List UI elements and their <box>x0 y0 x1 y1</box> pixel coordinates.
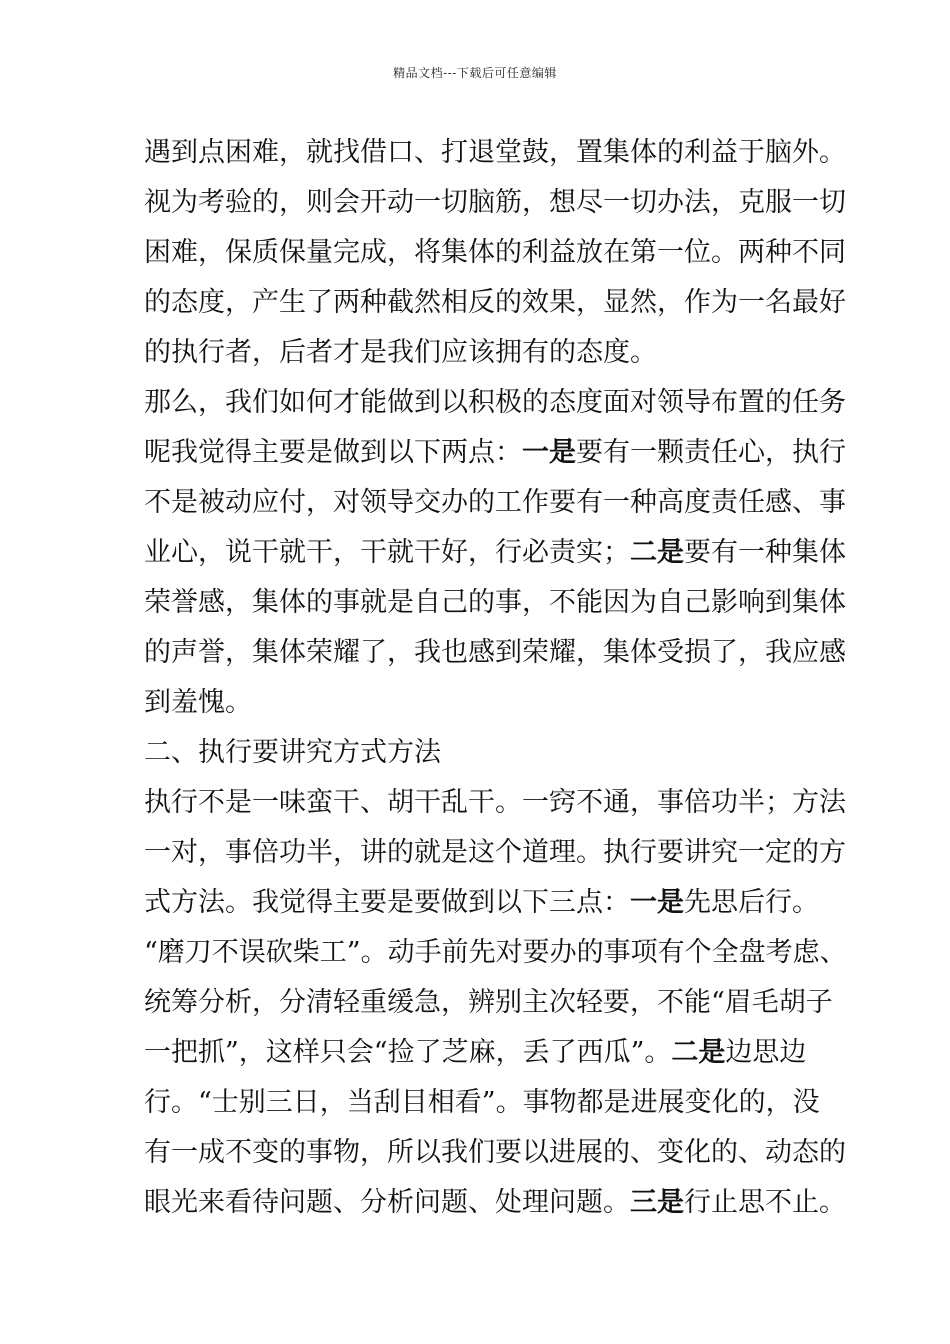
text-segment: 眼光来看待问题、分析问题、处理问题。 <box>144 1187 630 1218</box>
text-segment: 要有一颗责任心，执行 <box>576 437 846 468</box>
text-line <box>144 128 846 178</box>
text-line <box>144 1028 834 1078</box>
bold-text-segment: 一是 <box>522 437 576 468</box>
text-segment: 那么，我们如何才能做到以积极的态度面对领导布置的任务 <box>144 387 846 418</box>
text-line <box>144 728 834 778</box>
text-line <box>144 328 834 378</box>
text-segment: 的执行者，后者才是我们应该拥有的态度。 <box>144 337 657 368</box>
text-line <box>144 1178 846 1228</box>
bold-text-segment: 二是 <box>671 1037 726 1068</box>
text-line <box>144 678 834 728</box>
bold-text-segment: 三是 <box>630 1187 684 1218</box>
text-line <box>144 178 846 228</box>
text-segment: 行。“士别三日，当刮目相看”。事物都是进展变化的，没 <box>144 1087 820 1118</box>
text-segment: 统筹分析，分清轻重缓急，辨别主次轻要，不能“眉毛胡子 <box>144 987 833 1018</box>
text-segment: 荣誉感，集体的事就是自己的事，不能因为自己影响到集体 <box>144 587 846 618</box>
text-segment: 到羞愧。 <box>144 687 252 718</box>
text-segment: 先思后行。 <box>684 887 819 918</box>
text-segment: 呢我觉得主要是做到以下两点： <box>144 437 522 468</box>
bold-text-segment: 二是 <box>630 537 684 568</box>
text-line <box>144 1078 834 1128</box>
text-line <box>144 878 834 928</box>
text-segment: 执行不是一味蛮干、胡干乱干。一窍不通，事倍功半；方法 <box>144 787 846 818</box>
text-line <box>144 228 846 278</box>
text-segment: 视为考验的，则会开动一切脑筋，想尽一切办法，克服一切 <box>144 187 846 218</box>
text-line <box>144 928 847 978</box>
text-line <box>144 428 846 478</box>
text-segment: 的声誉，集体荣耀了，我也感到荣耀，集体受损了，我应感 <box>144 637 846 668</box>
text-line <box>144 578 846 628</box>
text-segment: 边思边 <box>725 1037 807 1068</box>
text-segment: 不是被动应付，对领导交办的工作要有一种高度责任感、事 <box>144 487 846 518</box>
text-segment: 一把抓”，这样只会“捡了芝麻，丢了西瓜”。 <box>144 1037 672 1068</box>
text-segment: 有一成不变的事物，所以我们要以进展的、变化的、动态的 <box>144 1137 846 1168</box>
text-segment: 困难，保质保量完成，将集体的利益放在第一位。两种不同 <box>144 237 846 268</box>
bold-text-segment: 一是 <box>630 887 684 918</box>
text-segment: 一对，事倍功半，讲的就是这个道理。执行要讲究一定的方 <box>144 837 846 868</box>
text-line <box>144 478 846 528</box>
text-line <box>144 978 834 1028</box>
text-segment: “磨刀不误砍柴工”。动手前先对要办的事项有个全盘考虑、 <box>144 937 847 968</box>
text-line <box>144 378 846 428</box>
text-line <box>144 278 846 328</box>
text-segment: 要有一种集体 <box>684 537 846 568</box>
text-line <box>144 778 846 828</box>
text-segment: 式方法。我觉得主要是要做到以下三点： <box>144 887 630 918</box>
text-segment: 遇到点困难，就找借口、打退堂鼓，置集体的利益于脑外。 <box>144 137 846 168</box>
text-line <box>144 828 846 878</box>
text-line <box>144 1128 846 1178</box>
text-line <box>144 628 846 678</box>
text-segment: 二、执行要讲究方式方法 <box>144 737 441 768</box>
text-segment: 业心，说干就干，干就干好，行必责实； <box>144 537 630 568</box>
page-header: 精品文档---下载后可任意编辑 <box>393 66 557 80</box>
text-segment: 行止思不止。 <box>684 1187 846 1218</box>
text-segment: 的态度，产生了两种截然相反的效果，显然，作为一名最好 <box>144 287 846 318</box>
document-body <box>144 128 847 1228</box>
text-line <box>144 528 846 578</box>
